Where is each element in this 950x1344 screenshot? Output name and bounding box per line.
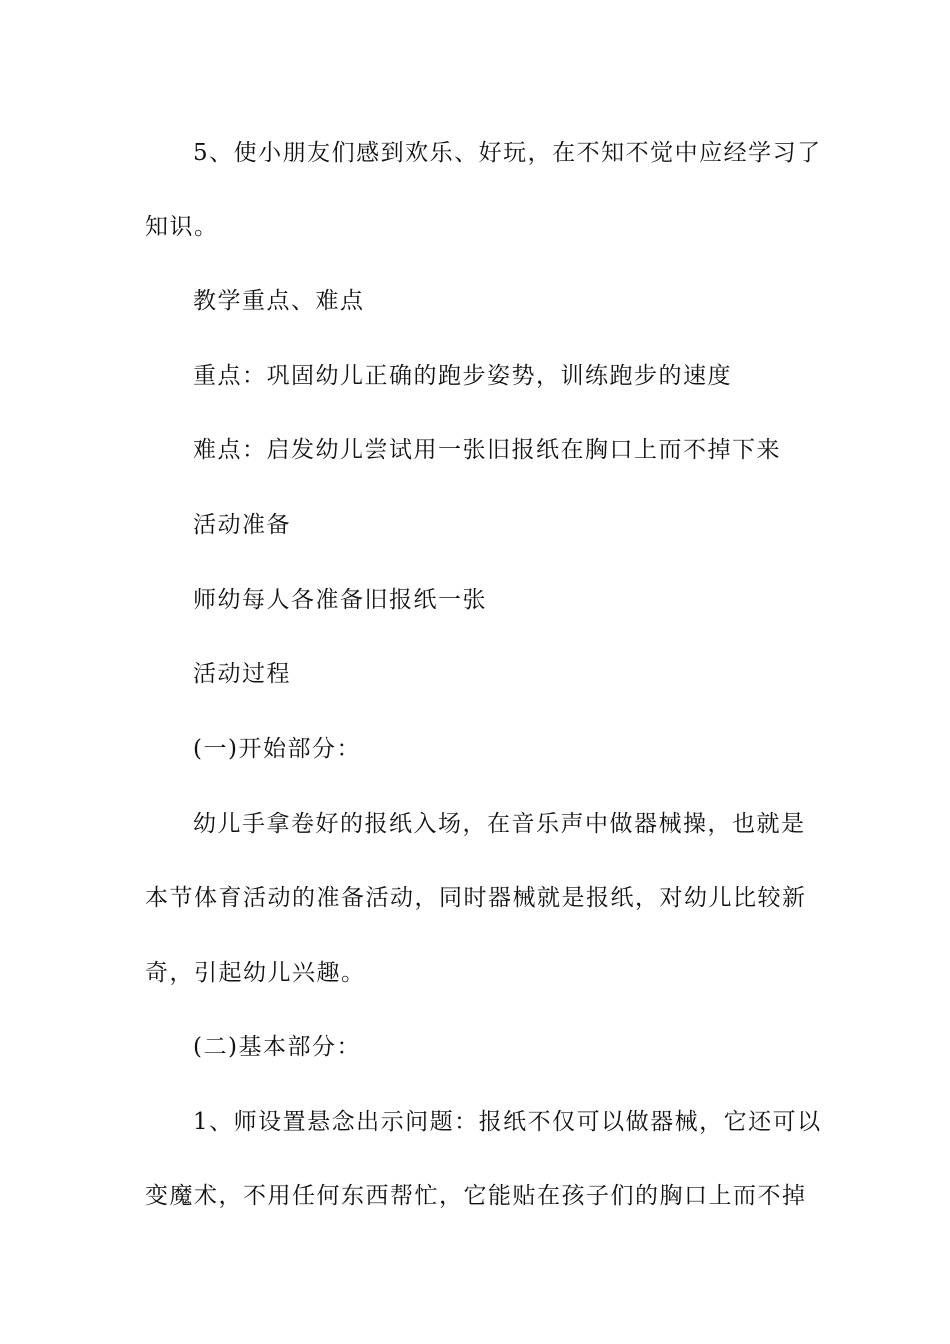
paragraph-preparation: 师幼每人各准备旧报纸一张 bbox=[193, 587, 487, 613]
paragraph-part-two-cont: 变魔术，不用任何东西帮忙，它能贴在孩子们的胸口上而不掉 bbox=[145, 1183, 807, 1209]
paragraph-part-two: 1、师设置悬念出示问题：报纸不仅可以做器械，它还可以 bbox=[193, 1109, 822, 1135]
heading-part-one: (一)开始部分： bbox=[193, 736, 361, 762]
heading-process: 活动过程 bbox=[193, 661, 291, 687]
paragraph-objective-5-cont: 知识。 bbox=[145, 214, 219, 240]
paragraph-part-one-cont: 本节体育活动的准备活动，同时器械就是报纸，对幼儿比较新 bbox=[145, 885, 807, 911]
heading-part-two: (二)基本部分： bbox=[193, 1034, 361, 1060]
paragraph-part-one: 幼儿手拿卷好的报纸入场，在音乐声中做器械操，也就是 bbox=[193, 811, 806, 837]
paragraph-objective-5: 5、使小朋友们感到欢乐、好玩，在不知不觉中应经学习了 bbox=[193, 140, 822, 166]
paragraph-part-one-end: 奇，引起幼儿兴趣。 bbox=[145, 960, 366, 986]
paragraph-key-point: 重点：巩固幼儿正确的跑步姿势，训练跑步的速度 bbox=[193, 363, 732, 389]
paragraph-difficulty: 难点：启发幼儿尝试用一张旧报纸在胸口上而不掉下来 bbox=[193, 437, 781, 463]
heading-preparation: 活动准备 bbox=[193, 512, 291, 538]
heading-key-points: 教学重点、难点 bbox=[193, 288, 365, 314]
